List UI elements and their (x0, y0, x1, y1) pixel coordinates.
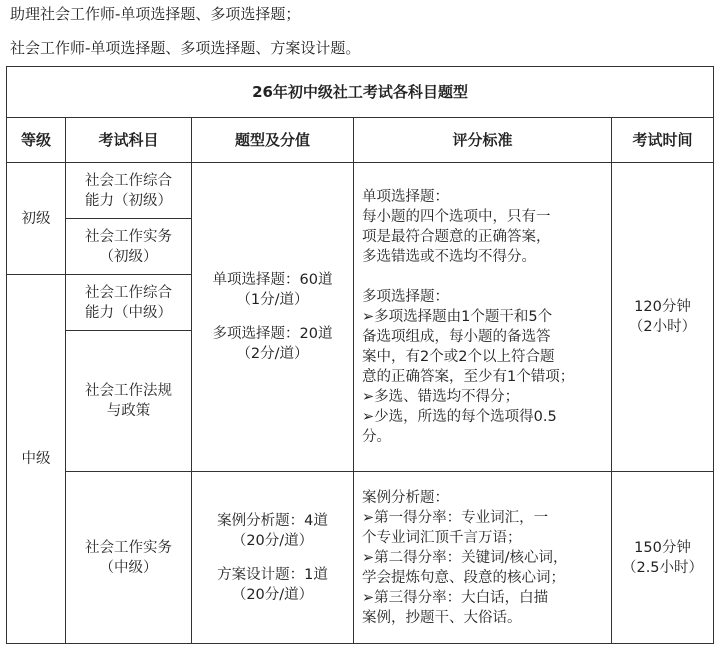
subject-line: 能力（初级） (85, 192, 172, 209)
intro-line-assistant: 助理社会工作师-单项选择题、多项选择题； (10, 5, 301, 23)
subject-junior-comprehensive (66, 163, 192, 219)
format-case-score: （20分/道） (231, 532, 314, 549)
format-multi-score: （2分/道） (236, 346, 309, 362)
table-caption: 26年初中级社工考试各科目题型 (7, 67, 714, 118)
table-caption-row (7, 67, 714, 118)
subject-line: 社会工作法规 (85, 383, 172, 399)
subject-line: 能力（中级） (85, 304, 172, 321)
format-plan-score: （20分/道） (231, 586, 314, 603)
subject-line: 社会工作实务 (85, 228, 172, 245)
criteria-line: 多选错选或不选均不得分。 (362, 249, 536, 265)
table-row (7, 163, 714, 219)
time-line: 150分钟 (634, 539, 691, 556)
criteria-line: 每小题的四个选项中，只有一 (362, 209, 551, 225)
subject-line: 社会工作实务 (85, 539, 172, 556)
format-choice (192, 163, 354, 472)
exam-types-table (6, 66, 714, 644)
subject-intermediate-practice (66, 472, 192, 644)
time-practice (612, 472, 714, 644)
format-single-score: （1分/道） (236, 292, 309, 308)
criteria-line: 意的正确答案，至少有1个错项； (362, 369, 575, 385)
criteria-line: 案例分析题： (362, 489, 449, 506)
criteria-line: 多项选择题： (362, 289, 449, 305)
subject-line: 社会工作综合 (85, 284, 172, 301)
criteria-line: 备选项组成，每小题的备选答 (362, 329, 551, 345)
criteria-line: 单项选择题： (362, 189, 449, 205)
time-line: 120分钟 (634, 299, 691, 315)
criteria-line: ➢第一得分率：专业词汇，一 (362, 509, 549, 526)
time-choice (612, 163, 714, 472)
intro-line-social-worker: 社会工作师-单项选择题、多项选择题、方案设计题。 (10, 39, 361, 57)
format-practice (192, 472, 354, 644)
subject-line: （初级） (99, 248, 158, 265)
header-question-type: 题型及分值 (192, 118, 354, 163)
criteria-line: 案中，有2个或2个以上符合题 (362, 349, 555, 365)
subject-line: （中级） (99, 559, 158, 576)
time-line: （2小时） (628, 319, 697, 335)
criteria-practice (354, 472, 612, 644)
format-plan-title: 方案设计题：1道 (217, 566, 328, 583)
level-intermediate: 中级 (7, 275, 66, 644)
table-row (7, 472, 714, 644)
criteria-line: 分。 (362, 429, 391, 445)
subject-line: 社会工作综合 (85, 172, 172, 189)
format-single-title: 单项选择题：60道 (212, 272, 333, 288)
header-subject: 考试科目 (66, 118, 192, 163)
header-level: 等级 (7, 118, 66, 163)
table-header-row (7, 118, 714, 163)
header-scoring-criteria: 评分标准 (354, 118, 612, 163)
subject-intermediate-law (66, 331, 192, 472)
format-case-title: 案例分析题：4道 (217, 512, 328, 529)
subject-line: 与政策 (106, 403, 151, 419)
criteria-line: 学会提炼句意、段意的核心词； (362, 569, 565, 586)
criteria-line: ➢第三得分率：大白话，白描 (362, 589, 549, 606)
criteria-line: ➢多选、错选均不得分； (362, 389, 520, 405)
criteria-line: ➢第二得分率：关键词/核心词， (362, 549, 568, 566)
criteria-line: 案例，抄题干、大俗话。 (362, 609, 522, 626)
subject-intermediate-comprehensive (66, 275, 192, 331)
criteria-line: 项是最符合题意的正确答案， (362, 229, 551, 245)
criteria-choice (354, 163, 612, 472)
format-multi-title: 多项选择题：20道 (212, 326, 333, 342)
criteria-line: ➢少选，所选的每个选项得0.5 (362, 409, 557, 425)
criteria-line: ➢多项选择题由1个题干和5个 (362, 309, 553, 325)
criteria-line: 个专业词汇顶千言万语； (362, 529, 522, 546)
header-exam-time: 考试时间 (612, 118, 714, 163)
level-junior: 初级 (7, 163, 66, 275)
subject-junior-practice (66, 219, 192, 275)
time-line: （2.5小时） (621, 559, 704, 576)
